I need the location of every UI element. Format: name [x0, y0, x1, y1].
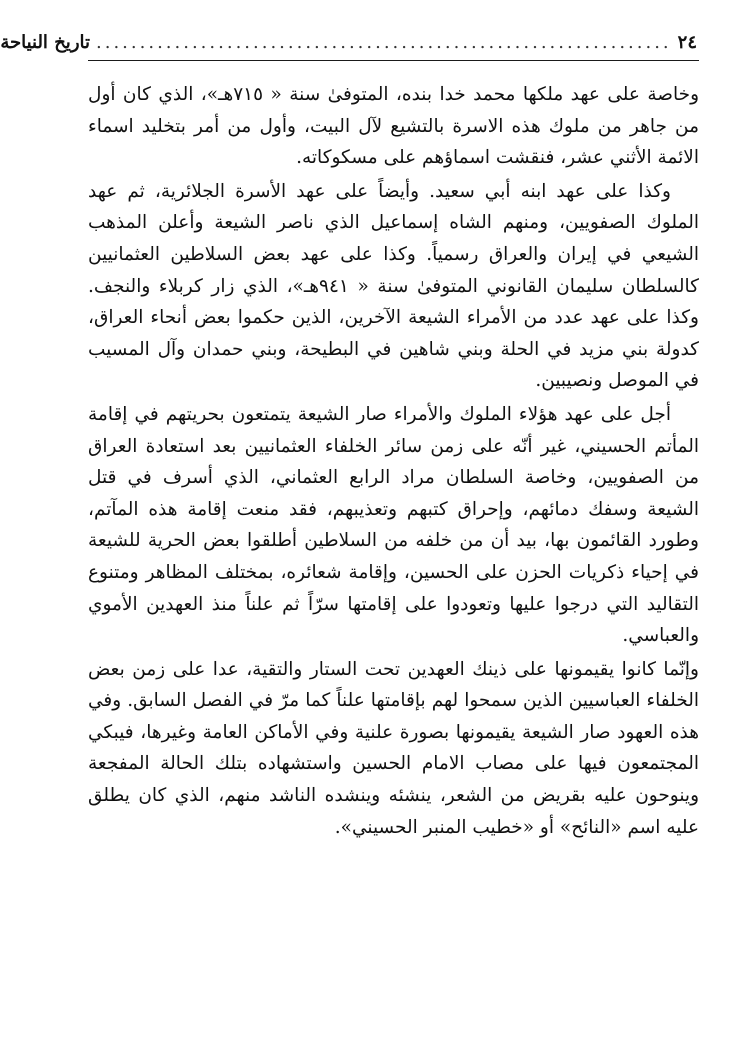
paragraph-3: أجل على عهد هؤلاء الملوك والأمراء صار الشيعة يتمتعون بحريتهم في إقامة المأتم الحسيني، غير أنّه على زمن سائر الخلفاء العثمانيين بعد استعادة العراق من الصفويين، وخاصة السلطان مراد الرابع العثماني، الذي أسرف في قتل الشيعة وسفك دمائهم، وإحراق كتبهم وتعذيبهم، فقد منعت إقامة هذه المآتم، وطورد القائمون بها، بيد أن من خلفه من السلاطين أطلقوا بعض الحرية للشيعة في إحياء ذكريات الحزن على الحسين، وإقامة شعائره، بمختلف المظاهر ومتنوع التقاليد التي درجوا عليها وتعودوا على إقامتها سرّاً ثم علناً منذ العهدين الأموي والعباسي.	[88, 403, 699, 647]
paragraph-2: وكذا على عهد ابنه أبي سعيد. وأيضاً على عهد الأسرة الجلائرية، ثم عهد الملوك الصفويين، ومنهم الشاه إسماعيل الذي ناصر الشيعة وأعلن المذهب الشيعي في إيران والعراق رسمياً. وكذا على عهد بعض السلاطين العثمانيين كالسلطان سليمان القانوني المتوفىٰ سنة « ٩٤١هـ»، الذي زار كربلاء والنجف. وكذا على عهد عدد من الأمراء الشيعة الآخرين، الذين حكموا بعض أنحاء العراق، كدولة بني مزيد في الحلة وبني شاهين في البطيحة، وبني حمدان وآل المسيب في الموصل ونصيبين.	[88, 180, 699, 392]
paragraph-1: وخاصة على عهد ملكها محمد خدا بنده، المتوفىٰ سنة « ٧١٥هـ»، الذي كان أول من جاهر من ملوك هذه الاسرة بالتشيع لآل البيت، وأول من أمر بتخليد اسماء الائمة الأثني عشر، فنقشت اسماؤهم على مسكوكاته.	[88, 84, 700, 169]
book-title: تاريخ النياحة	[0, 32, 91, 53]
leader-dots: ..................................................................	[96, 32, 672, 53]
body-text	[88, 79, 699, 843]
paragraph-4: وإنّما كانوا يقيمونها على ذينك العهدين تحت الستار والتقية، عدا على زمن بعض الخلفاء العباسيين الذين سمحوا لهم بإقامتها علناً كما مرّ في الفصل السابق. وفي هذه العهود صار الشيعة يقيمونها بصورة علنية وفي الأماكن العامة وغيرها، فيبكي المجتمعون فيها على مصاب الامام الحسين واستشهاده بتلك الحالة المفجعة وينوحون عليه بقريض من الشعر، ينشئه وينشده الناشد منهم، الذي كان يطلق عليه اسم «النائح» أو «خطيب المنبر الحسيني».	[88, 658, 699, 838]
running-header	[0, 30, 699, 61]
page-number: ٢٤	[677, 32, 697, 53]
